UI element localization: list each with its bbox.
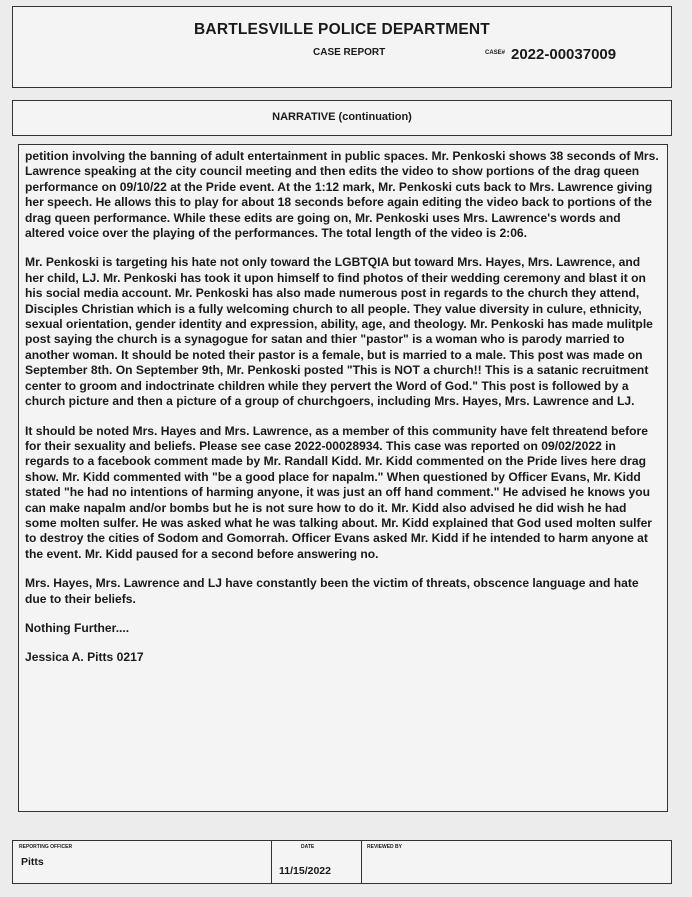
- department-title: BARTLESVILLE POLICE DEPARTMENT: [194, 21, 490, 38]
- narrative-header-box: [12, 100, 672, 136]
- reviewed-by-label: REVIEWED BY: [367, 844, 403, 850]
- case-number: 2022-00037009: [511, 46, 617, 63]
- reviewed-by-cell: [361, 841, 671, 883]
- date-cell: [271, 841, 362, 883]
- report-header: [12, 6, 672, 88]
- narrative-paragraph-2: Mr. Penkoski is targeting his hate not only toward the LGBTQIA but toward Mrs. Hayes, Mrs. Lawrence, and her child, LJ. Mr. Penkoski has took it upon himself to find photos of their wedding ceremony and blast it on his social media account. Mr. Penkoski has also made numerous post in regards to the church they attend, Disciples Christian which is a fully welcoming church to all people. They value diversity in culure, ethnicity, sexual orientation, gender identity and expression, ability, age, and theology. Mr. Penkoski has made mulitple post saying the church is a synagogue for satan and thier "pastor" is a woman who is parody married to another woman. It should be noted their pastor is a female, but is married to a male. This post was made on September 8th. On September 9th, Mr. Penkoski posted "This is NOT a church!! This is a satanic recruitment center to groom and indoctrinate children while they pervert the Word of God." This post is followed by a church picture and then a picture of a group of churchgoers, including Mrs. Hayes, Mrs. Lawrence and LJ.: [25, 255, 653, 409]
- narrative-body: [18, 144, 668, 812]
- date-value: 11/15/2022: [279, 865, 331, 877]
- reporting-officer-value: Pitts: [21, 856, 44, 868]
- case-number-prefix: CASE#: [485, 50, 506, 56]
- date-label: DATE: [301, 844, 315, 850]
- narrative-paragraph-1: petition involving the banning of adult entertainment in public spaces. Mr. Penkoski shows 38 seconds of Mrs. Lawrence speaking at the city council meeting and then edits the video to show portions of the drag queen performance on 09/10/22 at the Pride event. At the 1:12 mark, Mr. Penkoski cuts back to Mrs. Lawrence giving her speech. He allows this to play for about 18 seconds before again editing the video back to portions of the drag queen performance. While these edits are going on, Mr. Penkoski uses Mrs. Lawrence's words and altered voice over the playing of the performances. The total length of the video is 2:06.: [25, 149, 659, 241]
- narrative-paragraph-4: Mrs. Hayes, Mrs. Lawrence and LJ have constantly been the victim of threats, obscence language and hate due to their beliefs.: [25, 576, 639, 606]
- report-footer: [12, 840, 672, 884]
- report-type-label: CASE REPORT: [313, 47, 386, 58]
- closing-line: Nothing Further....: [25, 620, 130, 635]
- narrative-paragraph-3: It should be noted Mrs. Hayes and Mrs. Lawrence, as a member of this community have felt threatend before for their sexuality and beliefs. Please see case 2022-00028934. This case was reported on 09/02/2022 in regards to a facebook comment made by Mr. Randall Kidd. Mr. Kidd commented on the Pride lives here drag show. Mr. Kidd commented with "be a good place for napalm." When questioned by Officer Evans, Mr. Kidd stated "he had no intentions of harming anyone, it was just an off hand comment." He advised he knows you can make napalm and/or bombs but he is not sure how to do it. Mr. Kidd also advised he did wish he had some molten sulfer. He was asked what he was talking about. Mr. Kidd explained that God used molten sulfer to destroy the cities of Sodom and Gomorrah. Officer Evans asked Mr. Kidd if he intended to harm anyone at the event. Mr. Kidd paused for a second before answering no.: [25, 423, 652, 561]
- reporting-officer-cell: [13, 841, 272, 883]
- narrative-text: [25, 149, 661, 680]
- signature-line: Jessica A. Pitts 0217: [25, 650, 144, 665]
- reporting-officer-label: REPORTING OFFICER: [19, 844, 73, 850]
- narrative-heading: NARRATIVE (continuation): [272, 111, 412, 123]
